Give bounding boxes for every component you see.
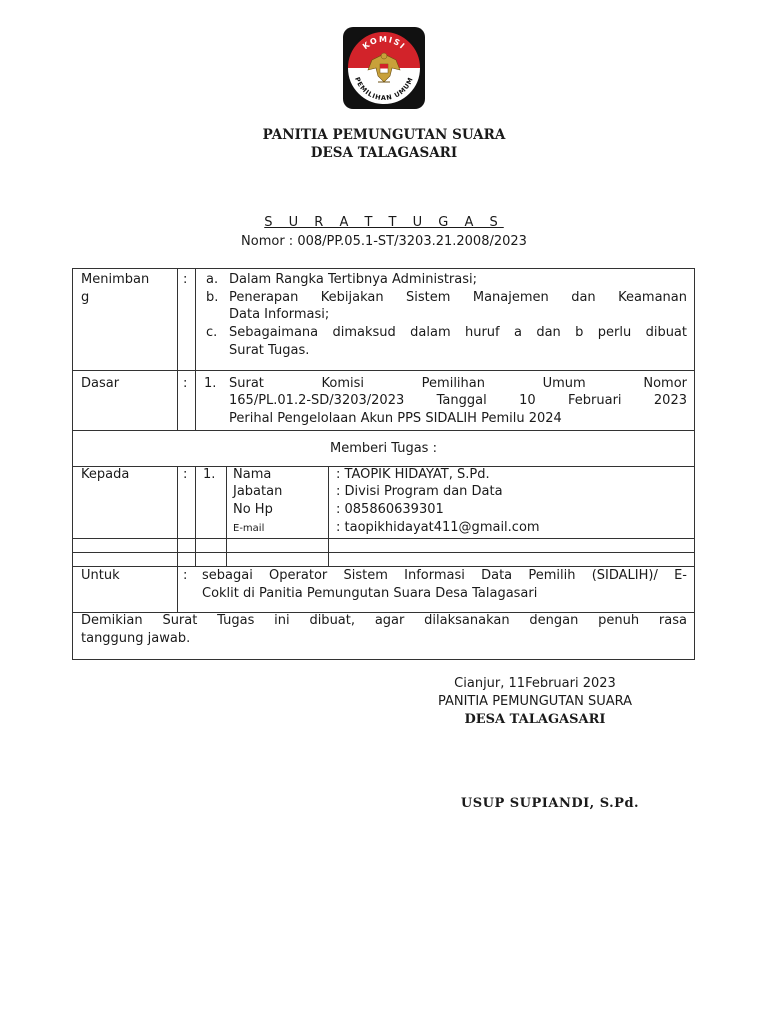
kepada-label: Kepada <box>81 467 130 482</box>
field-label-jabatan: Jabatan <box>233 484 283 499</box>
closing-text-2: tanggung jawab. <box>81 631 191 646</box>
closing-text-1: Demikian Surat Tugas ini dibuat, agar dilaksanakan dengan penuh rasa <box>81 613 687 628</box>
field-value-email: : taopikhidayat411@gmail.com <box>336 520 540 535</box>
field-value-jabatan: : Divisi Program dan Data <box>336 484 503 499</box>
dasar-text-2: 165/PL.01.2-SD/3203/2023 Tanggal 10 Februari 2023 <box>229 393 687 408</box>
org-title: PANITIA PEMUNGUTAN SUARA <box>262 127 506 143</box>
dasar-label: Dasar <box>81 376 120 391</box>
svg-text:PEMILIHAN UMUM: PEMILIHAN UMUM <box>353 75 415 103</box>
untuk-label: Untuk <box>81 568 120 583</box>
letter-number: Nomor : 008/PP.05.1-ST/3203.21.2008/2023 <box>241 234 527 249</box>
field-label-email: E-mail <box>233 523 265 534</box>
kepada-colon: : <box>183 467 188 482</box>
kepada-marker: 1. <box>203 467 216 482</box>
menimbang-a-text: Dalam Rangka Tertibnya Administrasi; <box>229 272 478 287</box>
dasar-marker: 1. <box>204 376 217 391</box>
menimbang-c-text-cont: Surat Tugas. <box>229 343 310 358</box>
sign-org-line1: PANITIA PEMUNGUTAN SUARA <box>437 694 633 709</box>
sign-place-date: Cianjur, 11Februari 2023 <box>454 676 616 691</box>
org-subtitle: DESA TALAGASARI <box>310 145 458 161</box>
field-label-nohp: No Hp <box>233 502 273 517</box>
menimbang-label-cont: g <box>81 290 90 305</box>
letter-title: S U R A T T U G A S <box>264 215 504 230</box>
assignment-table <box>72 268 695 660</box>
menimbang-label: Menimban <box>81 272 150 287</box>
menimbang-colon: : <box>183 272 188 287</box>
signatory-name: USUP SUPIANDI, S.Pd. <box>460 796 640 811</box>
menimbang-c-text: Sebagaimana dimaksud dalam huruf a dan b perlu dibuat <box>229 325 687 340</box>
kpu-logo <box>342 26 426 110</box>
untuk-text-2: Coklit di Panitia Pemungutan Suara Desa Talagasari <box>202 586 538 601</box>
untuk-colon: : <box>183 568 188 583</box>
menimbang-c-marker: c. <box>206 325 218 340</box>
menimbang-b-text: Penerapan Kebijakan Sistem Manajemen dan Keamanan <box>229 290 687 305</box>
sign-org-line2: DESA TALAGASARI <box>464 712 606 727</box>
field-value-nohp: : 085860639301 <box>336 502 444 517</box>
dasar-text-3: Perihal Pengelolaan Akun PPS SIDALIH Pemilu 2024 <box>229 411 562 426</box>
field-value-nama: : TAOPIK HIDAYAT, S.Pd. <box>336 467 490 482</box>
field-label-nama: Nama <box>233 467 272 482</box>
menimbang-b-text-cont: Data Informasi; <box>229 307 330 322</box>
menimbang-b-marker: b. <box>206 290 219 305</box>
svg-text:KOMISI: KOMISI <box>360 34 408 52</box>
untuk-text-1: sebagai Operator Sistem Informasi Data Pemilih (SIDALIH)/ E- <box>202 568 687 583</box>
menimbang-a-marker: a. <box>206 272 219 287</box>
dasar-colon: : <box>183 376 188 391</box>
dasar-text-1: Surat Komisi Pemilihan Umum Nomor <box>229 376 687 391</box>
memberi-tugas-heading: Memberi Tugas : <box>330 441 437 456</box>
